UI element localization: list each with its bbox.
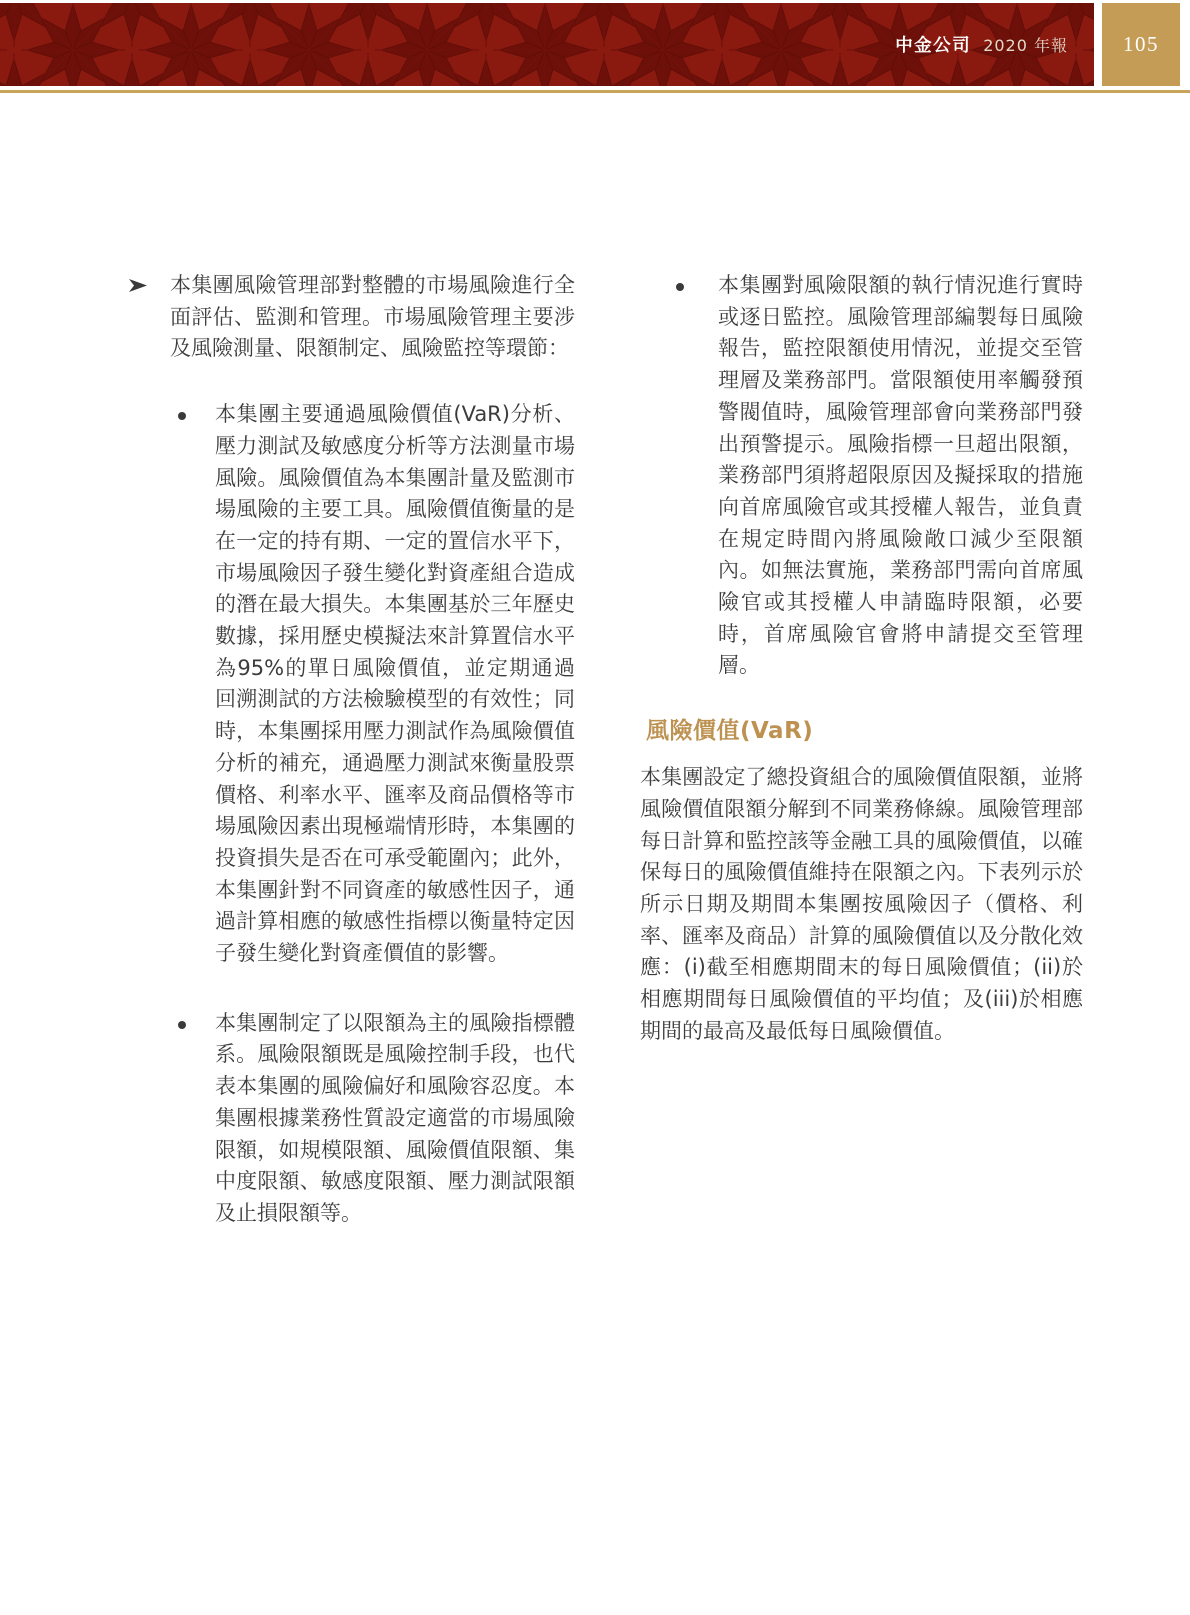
right-column <box>640 270 1083 1068</box>
company-name: 中金公司 <box>895 36 972 56</box>
dot-bullet-icon <box>178 1021 186 1029</box>
var-paragraph: 本集團設定了總投資組合的風險價值限額，並將風險價值限額分解到不同業務條線。風險管理部每日計算和監控該等金融工具的風險價值，以確保每日的風險價值維持在限額之內。下表列示於所示日期及期間本集團按風險因子（價格、利率、匯率及商品）計算的風險價值以及分散化效應：(i)截至相應期間末的每日風險價值；(ii)於相應期間每日風險價值的平均值；及(iii)於相應期間的最高及最低每日風險價值。 <box>640 765 1083 1043</box>
dot-bullet-icon <box>676 283 684 291</box>
left-column <box>128 270 575 1230</box>
section-heading-var: 風險價值(VaR) <box>646 718 814 745</box>
header-banner <box>0 3 1094 86</box>
market-risk-intro-item <box>128 270 575 365</box>
list-item <box>640 270 1083 682</box>
dot-bullet-icon <box>178 412 186 420</box>
list-item <box>128 1008 575 1230</box>
header-divider <box>0 90 1190 93</box>
market-risk-intro-text: 本集團風險管理部對整體的市場風險進行全面評估、監測和管理。市場風險管理主要涉及風險測量、限額制定、風險監控等環節： <box>170 273 575 361</box>
page-number-box <box>1102 3 1180 86</box>
report-year: 2020 年報 <box>983 36 1068 55</box>
page-number: 105 <box>1123 32 1159 56</box>
banner-title <box>895 3 1068 86</box>
list-item <box>128 399 575 970</box>
var-measurement-text: 本集團主要通過風險價值(VaR)分析、壓力測試及敏感度分析等方法測量市場風險。風險價值為本集團計量及監測市場風險的主要工具。風險價值衡量的是在一定的持有期、一定的置信水平下，市場風險因子發生變化對資產組合造成的潛在最大損失。本集團基於三年歷史數據，採用歷史模擬法來計算置信水平為95%的單日風險價值，並定期通過回溯測試的方法檢驗模型的有效性；同時，本集團採用壓力測試作為風險價值分析的補充，通過壓力測試來衡量股票價格、利率水平、匯率及商品價格等市場風險因素出現極端情形時，本集團的投資損失是否在可承受範圍內；此外，本集團針對不同資產的敏感性因子，通過計算相應的敏感性指標以衡量特定因子發生變化對資產價值的影響。 <box>215 402 575 966</box>
arrowhead-bullet-icon <box>128 270 170 365</box>
risk-limit-system-text: 本集團制定了以限額為主的風險指標體系。風險限額既是風險控制手段，也代表本集團的風險偏好和風險容忍度。本集團根據業務性質設定適當的市場風險限額，如規模限額、風險價值限額、集中度限額、敏感度限額、壓力測試限額及止損限額等。 <box>215 1010 575 1225</box>
limit-monitoring-text: 本集團對風險限額的執行情況進行實時或逐日監控。風險管理部編製每日風險報告，監控限額使用情況，並提交至管理層及業務部門。當限額使用率觸發預警閥值時，風險管理部會向業務部門發出預警提示。風險指標一旦超出限額，業務部門須將超限原因及擬採取的措施向首席風險官或其授權人報告，並負責在規定時間內將風險敞口減少至限額內。如無法實施，業務部門需向首席風險官或其授權人申請臨時限額，必要時，首席風險官會將申請提交至管理層。 <box>718 273 1083 678</box>
